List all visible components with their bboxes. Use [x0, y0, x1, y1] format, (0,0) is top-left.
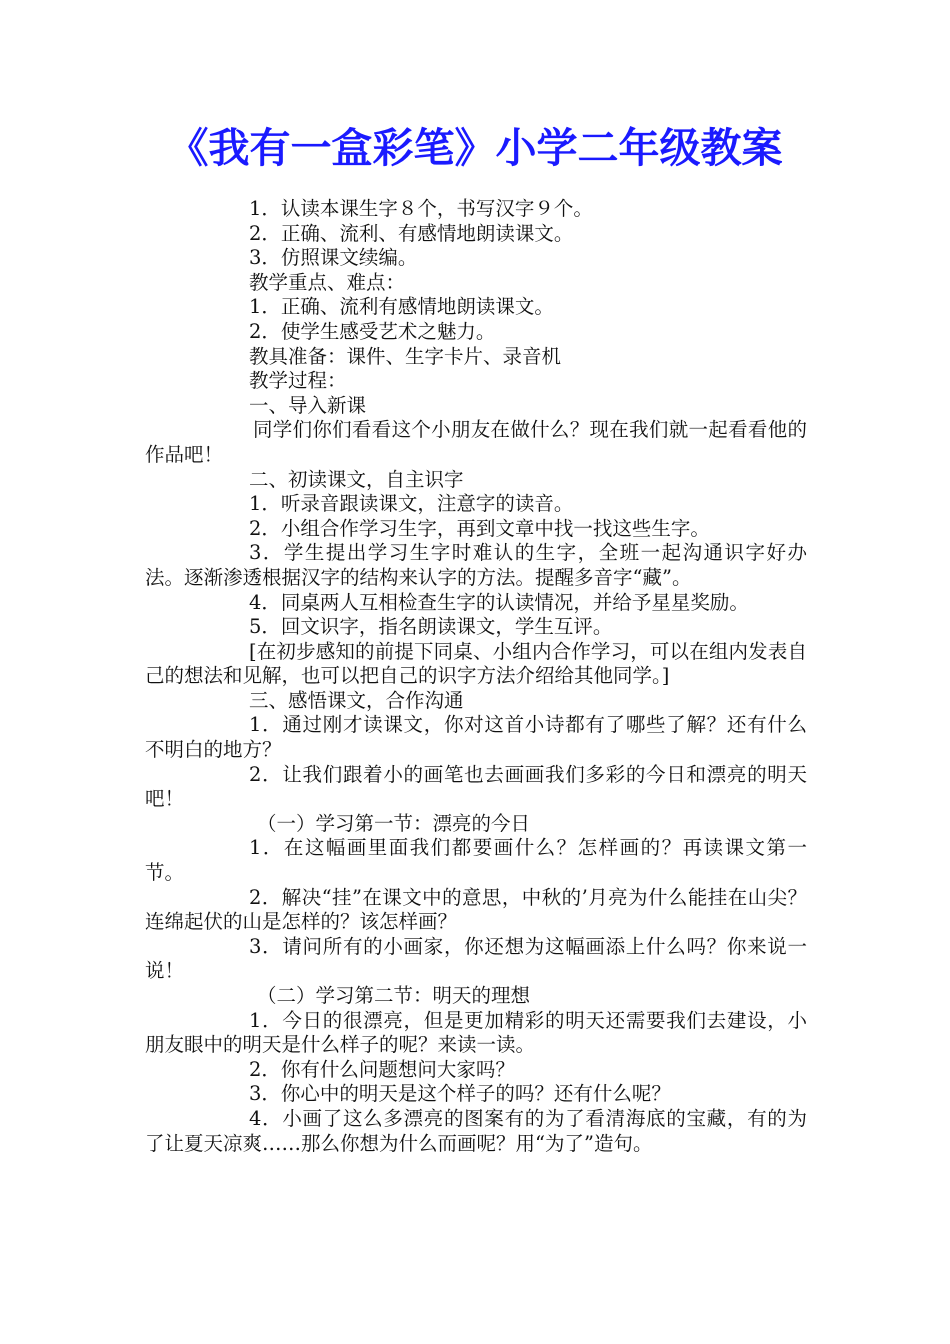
paragraph: 3．你心中的明天是这个样子的吗？还有什么呢？: [249, 1082, 671, 1106]
paragraph: 教学重点、难点：: [249, 270, 406, 294]
section-heading: 一、导入新课: [249, 393, 367, 417]
paragraph: 2．小组合作学习生字，再到文章中找一找这些生字。: [249, 516, 710, 540]
paragraph: 2．你有什么问题想问大家吗？: [249, 1057, 515, 1081]
paragraph: 1．通过刚才读课文，你对这首小诗都有了哪些了解？还有什么不明白的地方？: [145, 713, 807, 762]
subsection-heading: （二）学习第二节：明天的理想: [257, 984, 531, 1007]
paragraph: 1．正确、流利有感情地朗读课文。: [249, 295, 554, 319]
paragraph: 教具准备：课件、生字卡片、录音机: [249, 344, 562, 368]
paragraph: 3．请问所有的小画家，你还想为这幅画添上什么吗？你来说一说！: [145, 934, 807, 983]
paragraph: 1．认读本课生字８个，书写汉字９个。: [249, 197, 593, 220]
paragraph: 1．听录音跟读课文，注意字的读音。: [249, 492, 574, 516]
document-body: [145, 197, 807, 1156]
paragraph: 教学过程：: [249, 369, 347, 393]
paragraph: 1．在这幅画里面我们都要画什么？怎样画的？再读课文第一节。: [145, 836, 807, 885]
paragraph: 4．小画了这么多漂亮的图案有的为了看清海底的宝藏，有的为了让夏天凉爽……那么你想为什么而画呢？用“为了”造句。: [145, 1106, 807, 1155]
paragraph: 2．正确、流利、有感情地朗读课文。: [249, 221, 574, 245]
paragraph: 2．解决“挂”在课文中的意思，中秋的’月亮为什么能挂在山尖？连绵起伏的山是怎样的？该怎样画？: [145, 885, 807, 934]
paragraph: 5．回文识字，指名朗读课文，学生互评。: [249, 615, 613, 639]
paragraph: 同学们你们看看这个小朋友在做什么？现在我们就一起看看他的作品吧！: [145, 418, 807, 466]
subsection-heading: （一）学习第一节：漂亮的今日: [257, 811, 531, 835]
paragraph: 4．同桌两人互相检查生字的认读情况，并给予星星奖励。: [249, 590, 749, 614]
paragraph: 2．使学生感受艺术之魅力。: [249, 319, 496, 343]
note-paragraph: [在初步感知的前提下同桌、小组内合作学习，可以在组内发表自己的想法和见解，也可以把自己的识字方法介绍给其他同学。]: [145, 639, 807, 688]
paragraph: 3．学生提出学习生字时难认的生字，全班一起沟通识字好办法。逐渐渗透根据汉字的结构来认字的方法。提醒多音字“藏”。: [145, 541, 807, 589]
paragraph: 2．让我们跟着小的画笔也去画画我们多彩的今日和漂亮的明天吧！: [145, 762, 807, 811]
section-heading: 三、感悟课文，合作沟通: [249, 688, 464, 712]
document-title: 《我有一盒彩笔》小学二年级教案: [167, 124, 783, 172]
paragraph: 1．今日的很漂亮，但是更加精彩的明天还需要我们去建设，小朋友眼中的明天是什么样子的呢？来读一读。: [145, 1008, 807, 1057]
paragraph: 3．仿照课文续编。: [249, 246, 418, 270]
section-heading: 二、初读课文，自主识字: [249, 467, 464, 491]
